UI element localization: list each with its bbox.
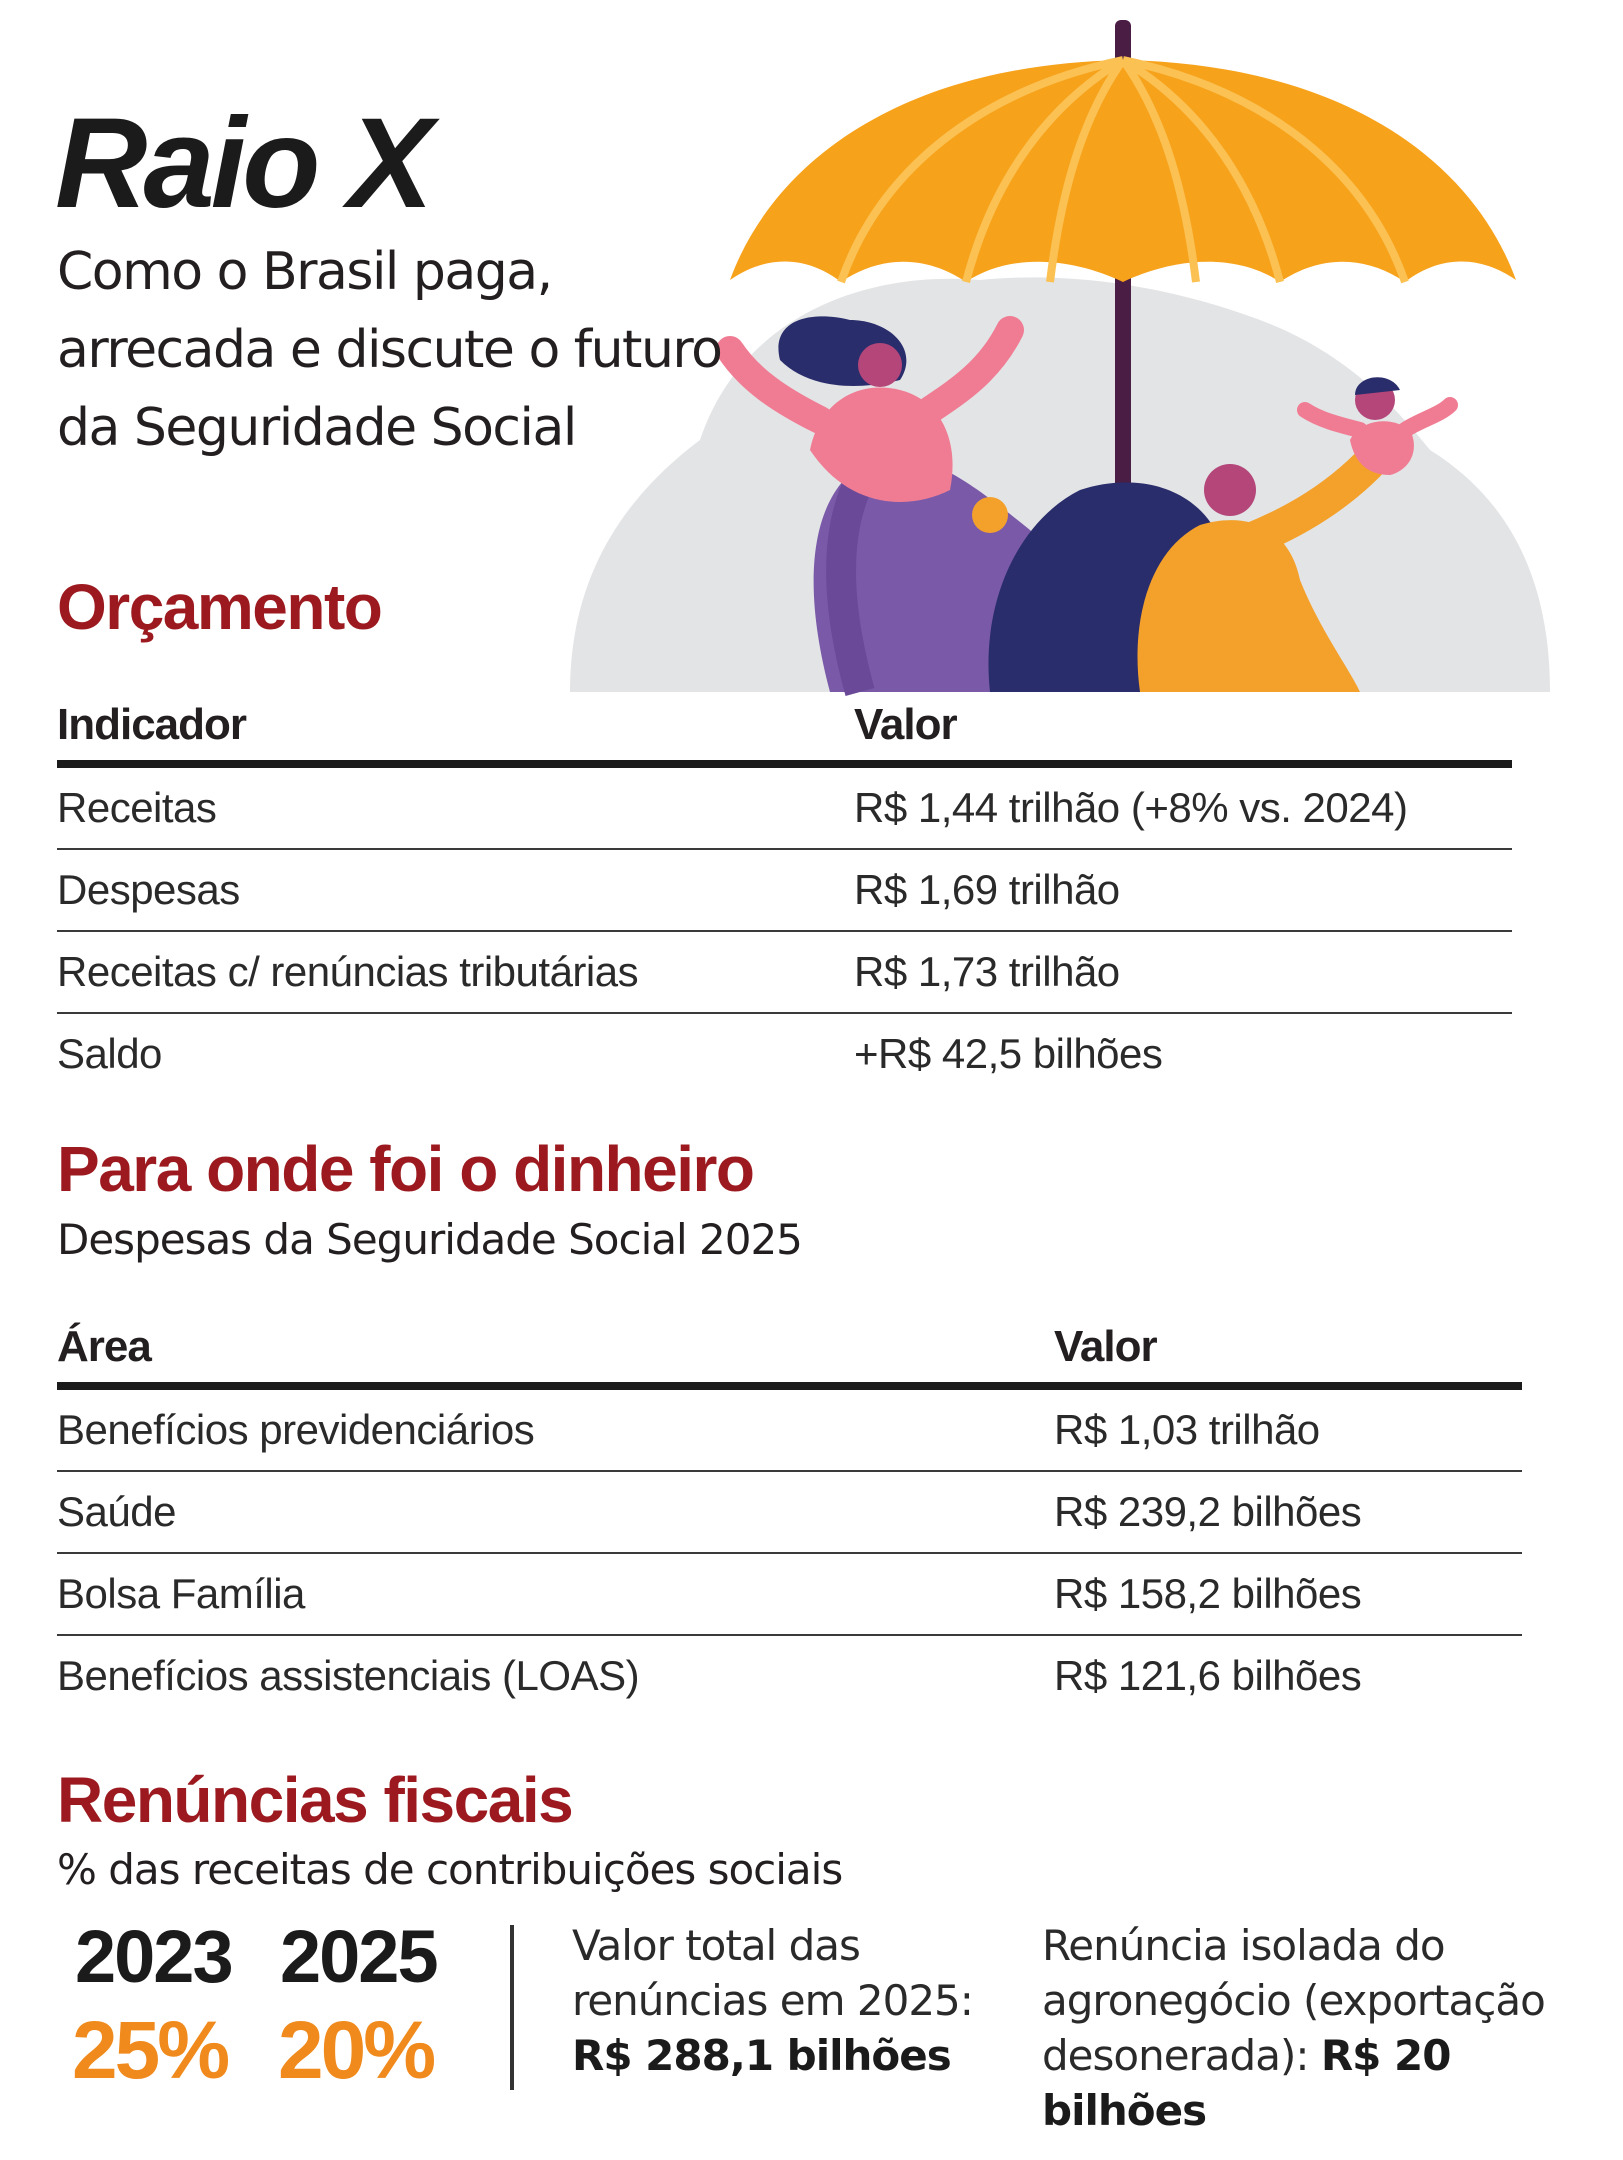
subtitle-line: da Seguridade Social xyxy=(57,398,576,458)
cell-indicador: Saldo xyxy=(57,1030,162,1077)
divider xyxy=(510,1925,514,2090)
cell-valor: R$ 1,03 trilhão xyxy=(1054,1386,1522,1471)
renuncias-heading: Renúncias fiscais xyxy=(57,1764,573,1836)
table-header-row xyxy=(57,1312,1522,1386)
table-row xyxy=(57,931,1512,1013)
renuncias-subheading: % das receitas de contribuições sociais xyxy=(57,1845,843,1894)
stat-percentage: 20% xyxy=(278,2005,434,2096)
column-header: Área xyxy=(57,1312,1054,1386)
note-line: Renúncia isolada do xyxy=(1042,1921,1445,1970)
note-line: desonerada): xyxy=(1042,2031,1309,2080)
orcamento-heading: Orçamento xyxy=(57,571,382,643)
agro-renuncia-note xyxy=(1042,1918,1623,2138)
cell-valor: R$ 239,2 bilhões xyxy=(1054,1471,1522,1553)
stat-year: 2025 xyxy=(280,1915,437,1998)
table-row xyxy=(57,1013,1512,1094)
note-line: Valor total das xyxy=(572,1921,860,1970)
cell-area: Benefícios assistenciais (LOAS) xyxy=(57,1652,640,1699)
table-header-row xyxy=(57,690,1512,764)
stat-percentage: 25% xyxy=(72,2005,228,2096)
cell-area: Benefícios previdenciários xyxy=(57,1386,1054,1471)
cell-indicador: Receitas xyxy=(57,764,854,849)
agro-value: R$ 20 bilhões xyxy=(1042,2031,1451,2135)
subtitle-line: arrecada e discute o futuro xyxy=(57,320,722,380)
table-row xyxy=(57,1386,1522,1471)
total-renuncias-note xyxy=(572,1918,973,2083)
cell-indicador: Despesas xyxy=(57,849,854,931)
orcamento-table xyxy=(57,690,1512,1094)
cell-indicador: Receitas c/ renúncias tributárias xyxy=(57,931,854,1013)
cell-valor: R$ 1,73 trilhão xyxy=(854,931,1512,1013)
cell-valor: R$ 1,69 trilhão xyxy=(854,849,1512,931)
table-row xyxy=(57,849,1512,931)
subtitle-line: Como o Brasil paga, xyxy=(57,242,552,302)
stat-year: 2023 xyxy=(75,1915,232,1998)
column-header: Valor xyxy=(854,690,1512,764)
page-subtitle xyxy=(57,233,721,467)
total-value: R$ 288,1 bilhões xyxy=(572,2031,951,2080)
dinheiro-subheading: Despesas da Seguridade Social 2025 xyxy=(57,1215,802,1264)
cell-valor: R$ 121,6 bilhões xyxy=(1054,1652,1362,1699)
cell-valor: +R$ 42,5 bilhões xyxy=(854,1030,1163,1077)
table-row xyxy=(57,1553,1522,1635)
note-line: agronegócio (exportação xyxy=(1042,1976,1545,2025)
cell-area: Saúde xyxy=(57,1471,1054,1553)
cell-area: Bolsa Família xyxy=(57,1553,1054,1635)
umbrella-canopy xyxy=(730,60,1516,282)
cell-valor: R$ 1,44 trilhão (+8% vs. 2024) xyxy=(854,764,1512,849)
table-row xyxy=(57,1635,1522,1716)
cell-valor: R$ 158,2 bilhões xyxy=(1054,1553,1522,1635)
page-title: Raio X xyxy=(55,92,430,235)
column-header: Valor xyxy=(1054,1312,1522,1386)
dinheiro-table xyxy=(57,1312,1522,1716)
table-row xyxy=(57,1471,1522,1553)
note-line: renúncias em 2025: xyxy=(572,1976,973,2025)
dinheiro-heading: Para onde foi o dinheiro xyxy=(57,1133,754,1205)
column-header: Indicador xyxy=(57,690,854,764)
table-row xyxy=(57,764,1512,849)
